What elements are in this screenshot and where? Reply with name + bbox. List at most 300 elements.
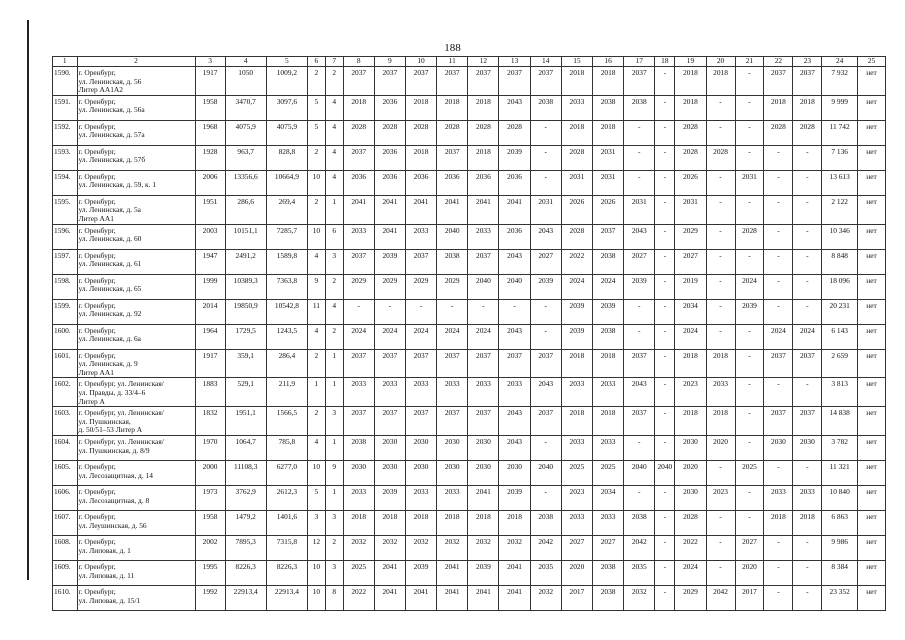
address-line: Литер АА1 bbox=[78, 367, 114, 377]
column-number: 8 bbox=[343, 57, 374, 67]
column-number-row bbox=[53, 57, 886, 67]
table-cell: нет bbox=[857, 378, 885, 407]
table-cell: 2018 bbox=[343, 510, 374, 535]
table-cell: 2030 bbox=[468, 435, 499, 460]
table-row bbox=[53, 120, 886, 145]
table-cell: 2034 bbox=[675, 299, 706, 324]
address-cell bbox=[77, 460, 195, 485]
table-cell: 10 bbox=[308, 585, 326, 610]
table-cell: 2030 bbox=[437, 435, 468, 460]
table-cell: 2020 bbox=[706, 435, 735, 460]
table-cell: 2491,2 bbox=[225, 249, 266, 274]
table-cell: нет bbox=[857, 224, 885, 249]
table-cell: 2018 bbox=[793, 510, 822, 535]
table-cell: 3470,7 bbox=[225, 95, 266, 120]
table-cell: - bbox=[735, 67, 764, 96]
table-cell: 2037 bbox=[437, 67, 468, 96]
table-cell: 2039 bbox=[735, 299, 764, 324]
table-cell: 2028 bbox=[437, 120, 468, 145]
table-cell: - bbox=[655, 535, 675, 560]
table-cell: - bbox=[764, 170, 793, 195]
table-row bbox=[53, 95, 886, 120]
table-cell: - bbox=[706, 460, 735, 485]
table-cell: 2033 bbox=[593, 510, 624, 535]
table-cell: 2039 bbox=[405, 560, 436, 585]
table-cell: 2018 bbox=[593, 349, 624, 378]
address-cell bbox=[77, 95, 195, 120]
table-cell: - bbox=[655, 120, 675, 145]
table-cell: 2033 bbox=[593, 378, 624, 407]
table-cell: 14 838 bbox=[822, 407, 858, 436]
row-number: 1597. bbox=[53, 249, 78, 274]
address-line: ул. Ленинская, д. 56а bbox=[78, 105, 145, 115]
table-cell: 2033 bbox=[343, 224, 374, 249]
table-cell: 2028 bbox=[675, 120, 706, 145]
table-cell: 785,8 bbox=[266, 435, 307, 460]
table-cell: 2038 bbox=[593, 560, 624, 585]
table-cell: 2032 bbox=[468, 535, 499, 560]
table-cell: - bbox=[735, 249, 764, 274]
address-line: г. Оренбург, bbox=[78, 461, 116, 471]
table-cell: 10 bbox=[308, 460, 326, 485]
table-cell: 2039 bbox=[561, 324, 592, 349]
table-cell: 269,4 bbox=[266, 195, 307, 224]
table-cell: 10 bbox=[308, 224, 326, 249]
table-cell: - bbox=[499, 299, 530, 324]
table-cell: 2036 bbox=[468, 170, 499, 195]
table-cell: нет bbox=[857, 435, 885, 460]
column-number: 10 bbox=[405, 57, 436, 67]
table-cell: 2030 bbox=[374, 460, 405, 485]
table-cell: 8226,3 bbox=[266, 560, 307, 585]
table-cell: - bbox=[793, 585, 822, 610]
table-cell: нет bbox=[857, 324, 885, 349]
table-cell: 2043 bbox=[624, 378, 655, 407]
address-cell bbox=[77, 485, 195, 510]
table-cell: 2041 bbox=[499, 585, 530, 610]
table-cell: - bbox=[793, 274, 822, 299]
table-cell: 2018 bbox=[437, 95, 468, 120]
table-cell: 2039 bbox=[499, 145, 530, 170]
table-cell: 359,1 bbox=[225, 349, 266, 378]
table-cell: 2037 bbox=[764, 407, 793, 436]
table-cell: 2020 bbox=[735, 560, 764, 585]
table-cell: 2041 bbox=[437, 560, 468, 585]
table-cell: - bbox=[655, 585, 675, 610]
table-cell: 2041 bbox=[499, 560, 530, 585]
table-cell: - bbox=[793, 145, 822, 170]
table-cell: 2018 bbox=[764, 95, 793, 120]
table-cell: 2037 bbox=[343, 145, 374, 170]
address-cell bbox=[77, 170, 195, 195]
table-cell: 2028 bbox=[405, 120, 436, 145]
table-cell: 1917 bbox=[195, 349, 225, 378]
table-cell: 1964 bbox=[195, 324, 225, 349]
table-cell: 2033 bbox=[561, 510, 592, 535]
table-cell: 2039 bbox=[374, 485, 405, 510]
table-cell: 2034 bbox=[593, 485, 624, 510]
table-cell: 23 352 bbox=[822, 585, 858, 610]
table-cell: 1999 bbox=[195, 274, 225, 299]
table-cell: 10 bbox=[308, 170, 326, 195]
address-line: г. Оренбург, ул. Ленинская/ bbox=[78, 379, 164, 389]
table-cell: - bbox=[706, 299, 735, 324]
address-line: ул. Правды, д. 33/4–6 bbox=[78, 387, 146, 397]
row-number: 1599. bbox=[53, 299, 78, 324]
table-cell: 2033 bbox=[437, 485, 468, 510]
table-cell: 10 346 bbox=[822, 224, 858, 249]
table-cell: 2031 bbox=[675, 195, 706, 224]
column-number: 23 bbox=[793, 57, 822, 67]
table-cell: 1050 bbox=[225, 67, 266, 96]
table-cell: 2039 bbox=[561, 299, 592, 324]
table-cell: - bbox=[764, 145, 793, 170]
table-cell: 2039 bbox=[593, 299, 624, 324]
address-line: г. Оренбург, bbox=[78, 300, 116, 310]
table-cell: 2038 bbox=[530, 95, 561, 120]
address-cell bbox=[77, 407, 195, 436]
table-cell: 3 813 bbox=[822, 378, 858, 407]
table-cell: 2028 bbox=[675, 145, 706, 170]
table-cell: 2028 bbox=[735, 224, 764, 249]
table-cell: 2037 bbox=[468, 407, 499, 436]
table-cell: - bbox=[655, 510, 675, 535]
table-cell: 2043 bbox=[499, 324, 530, 349]
table-cell: 2028 bbox=[561, 224, 592, 249]
address-line: ул. Ленинская, д. 60 bbox=[78, 234, 142, 244]
table-cell: 2025 bbox=[593, 460, 624, 485]
table-cell: 2 bbox=[325, 535, 343, 560]
table-cell: 2018 bbox=[405, 95, 436, 120]
table-cell: 1243,5 bbox=[266, 324, 307, 349]
table-cell: 2043 bbox=[530, 378, 561, 407]
table-cell: - bbox=[655, 324, 675, 349]
address-line: д. 50/51–53 Литер А bbox=[78, 425, 143, 435]
column-number: 18 bbox=[655, 57, 675, 67]
table-cell: 2 bbox=[308, 407, 326, 436]
table-cell: 2033 bbox=[374, 378, 405, 407]
table-cell: 2037 bbox=[437, 349, 468, 378]
table-cell: нет bbox=[857, 349, 885, 378]
table-cell: 2030 bbox=[499, 460, 530, 485]
table-row bbox=[53, 407, 886, 436]
table-cell: 2041 bbox=[468, 585, 499, 610]
address-line: г. Оренбург, bbox=[78, 68, 116, 77]
table-cell: - bbox=[530, 324, 561, 349]
table-cell: 2024 bbox=[793, 324, 822, 349]
table-cell: 2037 bbox=[468, 349, 499, 378]
table-cell: - bbox=[530, 120, 561, 145]
address-line: г. Оренбург, bbox=[78, 511, 116, 521]
address-cell bbox=[77, 435, 195, 460]
table-cell: 8 bbox=[325, 585, 343, 610]
table-cell: 828,8 bbox=[266, 145, 307, 170]
table-cell: 2037 bbox=[468, 249, 499, 274]
table-cell: 2036 bbox=[499, 224, 530, 249]
table-cell: 2040 bbox=[468, 274, 499, 299]
address-line: Литер АА1А2 bbox=[78, 85, 123, 95]
table-cell: 2036 bbox=[374, 145, 405, 170]
table-cell: 1958 bbox=[195, 95, 225, 120]
column-number: 13 bbox=[499, 57, 530, 67]
table-cell: 4 bbox=[325, 120, 343, 145]
table-cell: 2030 bbox=[675, 435, 706, 460]
row-number: 1604. bbox=[53, 435, 78, 460]
table-cell: - bbox=[706, 324, 735, 349]
table-cell: 1 bbox=[325, 435, 343, 460]
table-cell: 2031 bbox=[561, 170, 592, 195]
table-cell: 4 bbox=[308, 435, 326, 460]
table-cell: 2037 bbox=[374, 67, 405, 96]
table-row bbox=[53, 195, 886, 224]
table-cell: - bbox=[793, 378, 822, 407]
table-cell: 2024 bbox=[735, 274, 764, 299]
table-cell: 2042 bbox=[624, 535, 655, 560]
table-cell: 2043 bbox=[499, 95, 530, 120]
table-cell: - bbox=[735, 95, 764, 120]
table-cell: 2029 bbox=[343, 274, 374, 299]
table-cell: нет bbox=[857, 195, 885, 224]
table-cell: 286,4 bbox=[266, 349, 307, 378]
column-number: 2 bbox=[77, 57, 195, 67]
address-line: Литер А bbox=[78, 396, 105, 406]
table-cell: 4075,9 bbox=[266, 120, 307, 145]
table-cell: - bbox=[624, 145, 655, 170]
table-cell: 1917 bbox=[195, 67, 225, 96]
table-cell: 10389,3 bbox=[225, 274, 266, 299]
table-cell: 2023 bbox=[561, 485, 592, 510]
address-line: ул. Ленинская, д. 5а bbox=[78, 205, 141, 215]
table-cell: 2 bbox=[325, 274, 343, 299]
table-cell: - bbox=[706, 560, 735, 585]
table-cell: 2018 bbox=[437, 510, 468, 535]
table-cell: 2041 bbox=[374, 224, 405, 249]
table-row bbox=[53, 585, 886, 610]
page-margin-rule bbox=[27, 20, 29, 580]
table-cell: 6 863 bbox=[822, 510, 858, 535]
table-cell: нет bbox=[857, 485, 885, 510]
table-cell: - bbox=[764, 299, 793, 324]
table-cell: 11108,3 bbox=[225, 460, 266, 485]
table-cell: 2041 bbox=[468, 195, 499, 224]
table-cell: - bbox=[764, 560, 793, 585]
table-cell: 9 bbox=[308, 274, 326, 299]
row-number: 1609. bbox=[53, 560, 78, 585]
table-cell: 2 122 bbox=[822, 195, 858, 224]
table-cell: 2037 bbox=[593, 224, 624, 249]
address-line: ул. Леушинская, д. 56 bbox=[78, 520, 147, 530]
table-cell: 2038 bbox=[593, 95, 624, 120]
table-cell: 2038 bbox=[593, 324, 624, 349]
table-cell: 10151,1 bbox=[225, 224, 266, 249]
table-cell: 2041 bbox=[374, 560, 405, 585]
table-cell: 2040 bbox=[437, 224, 468, 249]
address-line: г. Оренбург, bbox=[78, 171, 116, 181]
table-row bbox=[53, 324, 886, 349]
table-cell: 2037 bbox=[764, 349, 793, 378]
table-cell: 2027 bbox=[561, 535, 592, 560]
table-cell: 2018 bbox=[405, 510, 436, 535]
table-cell: 2032 bbox=[624, 585, 655, 610]
column-number: 16 bbox=[593, 57, 624, 67]
table-cell: 1951,1 bbox=[225, 407, 266, 436]
table-cell: - bbox=[706, 120, 735, 145]
table-cell: 4 bbox=[325, 95, 343, 120]
table-cell: 3762,9 bbox=[225, 485, 266, 510]
row-number: 1592. bbox=[53, 120, 78, 145]
table-cell: 2018 bbox=[764, 510, 793, 535]
table-cell: - bbox=[655, 195, 675, 224]
table-cell: 2018 bbox=[675, 67, 706, 96]
table-cell: нет bbox=[857, 560, 885, 585]
table-cell: 4 bbox=[325, 170, 343, 195]
address-cell bbox=[77, 349, 195, 378]
table-cell: 2024 bbox=[343, 324, 374, 349]
table-cell: 2038 bbox=[530, 510, 561, 535]
table-cell: 2037 bbox=[343, 67, 374, 96]
table-cell: 7 136 bbox=[822, 145, 858, 170]
column-number: 17 bbox=[624, 57, 655, 67]
table-cell: - bbox=[793, 195, 822, 224]
table-cell: 2040 bbox=[530, 460, 561, 485]
table-cell: 1 bbox=[325, 349, 343, 378]
row-number: 1593. bbox=[53, 145, 78, 170]
table-cell: 1009,2 bbox=[266, 67, 307, 96]
table-cell: 9 bbox=[325, 460, 343, 485]
table-cell: - bbox=[655, 299, 675, 324]
table-cell: 2037 bbox=[343, 407, 374, 436]
table-cell: - bbox=[655, 249, 675, 274]
table-cell: 10542,8 bbox=[266, 299, 307, 324]
table-cell: 2039 bbox=[374, 249, 405, 274]
row-number: 1606. bbox=[53, 485, 78, 510]
table-cell: 2031 bbox=[735, 170, 764, 195]
table-cell: 1 bbox=[325, 485, 343, 510]
table-row bbox=[53, 224, 886, 249]
table-cell: - bbox=[624, 120, 655, 145]
table-cell: 2032 bbox=[437, 535, 468, 560]
table-cell: 2006 bbox=[195, 170, 225, 195]
table-cell: 2030 bbox=[437, 460, 468, 485]
table-cell: 2042 bbox=[530, 535, 561, 560]
table-cell: 2028 bbox=[374, 120, 405, 145]
table-cell: 2018 bbox=[561, 67, 592, 96]
table-cell: 5 bbox=[308, 95, 326, 120]
address-cell bbox=[77, 378, 195, 407]
table-cell: - bbox=[735, 349, 764, 378]
address-cell bbox=[77, 510, 195, 535]
table-cell: 2041 bbox=[343, 195, 374, 224]
column-number: 5 bbox=[266, 57, 307, 67]
column-number: 22 bbox=[764, 57, 793, 67]
table-cell: 3 bbox=[325, 560, 343, 585]
address-line: ул. Ленинская, д. 56 bbox=[78, 76, 142, 86]
address-cell bbox=[77, 120, 195, 145]
address-line: ул. Ленинская, д. 57б bbox=[78, 155, 146, 165]
table-cell: 2 bbox=[325, 67, 343, 96]
row-number: 1594. bbox=[53, 170, 78, 195]
table-cell: 2035 bbox=[624, 560, 655, 585]
row-number: 1601. bbox=[53, 349, 78, 378]
table-cell: 2024 bbox=[561, 274, 592, 299]
table-cell: 2018 bbox=[499, 510, 530, 535]
table-cell: 2035 bbox=[530, 560, 561, 585]
table-cell: 286,6 bbox=[225, 195, 266, 224]
table-cell: 529,1 bbox=[225, 378, 266, 407]
table-cell: 2030 bbox=[675, 485, 706, 510]
table-cell: нет bbox=[857, 274, 885, 299]
table-cell: 2024 bbox=[593, 274, 624, 299]
column-number: 9 bbox=[374, 57, 405, 67]
table-cell: - bbox=[735, 145, 764, 170]
table-cell: 2018 bbox=[468, 510, 499, 535]
table-cell: 2024 bbox=[437, 324, 468, 349]
table-row bbox=[53, 378, 886, 407]
column-number: 24 bbox=[822, 57, 858, 67]
table-cell: 2036 bbox=[437, 170, 468, 195]
table-cell: 20 231 bbox=[822, 299, 858, 324]
table-cell: нет bbox=[857, 535, 885, 560]
table-cell: 2038 bbox=[624, 510, 655, 535]
table-cell: 2017 bbox=[735, 585, 764, 610]
table-cell: 2037 bbox=[374, 407, 405, 436]
table-cell: 2028 bbox=[343, 120, 374, 145]
table-cell: 10 840 bbox=[822, 485, 858, 510]
table-cell: - bbox=[530, 485, 561, 510]
column-number: 7 bbox=[325, 57, 343, 67]
table-cell: 2037 bbox=[499, 349, 530, 378]
table-cell: 2037 bbox=[405, 249, 436, 274]
table-cell: 2028 bbox=[764, 120, 793, 145]
table-cell: 2041 bbox=[405, 585, 436, 610]
table-cell: 4 bbox=[308, 324, 326, 349]
table-row bbox=[53, 249, 886, 274]
table-cell: 2039 bbox=[499, 485, 530, 510]
table-cell: 1566,5 bbox=[266, 407, 307, 436]
table-cell: 2029 bbox=[675, 224, 706, 249]
table-cell: нет bbox=[857, 249, 885, 274]
table-cell: 2039 bbox=[624, 274, 655, 299]
address-line: ул. Ленинская, д. 9 bbox=[78, 359, 138, 369]
table-row bbox=[53, 274, 886, 299]
table-cell: 6 bbox=[325, 224, 343, 249]
table-cell: 3 bbox=[308, 510, 326, 535]
row-number: 1608. bbox=[53, 535, 78, 560]
table-cell: 2022 bbox=[561, 249, 592, 274]
table-cell: 2037 bbox=[405, 407, 436, 436]
table-cell: 2037 bbox=[530, 349, 561, 378]
table-cell: 2018 bbox=[793, 95, 822, 120]
address-cell bbox=[77, 324, 195, 349]
table-cell: 2027 bbox=[593, 535, 624, 560]
address-line: г. Оренбург, bbox=[78, 350, 116, 360]
address-line: Литер АА1 bbox=[78, 213, 114, 223]
address-cell bbox=[77, 585, 195, 610]
table-cell: 2033 bbox=[437, 378, 468, 407]
table-cell: 2033 bbox=[405, 485, 436, 510]
table-cell: - bbox=[530, 435, 561, 460]
table-cell: - bbox=[655, 95, 675, 120]
table-cell: 2040 bbox=[655, 460, 675, 485]
address-line: ул. Липовая, д. 15/1 bbox=[78, 595, 141, 605]
table-cell: - bbox=[468, 299, 499, 324]
column-number: 6 bbox=[308, 57, 326, 67]
table-cell: 2029 bbox=[675, 585, 706, 610]
table-cell: - bbox=[706, 195, 735, 224]
table-cell: 2042 bbox=[706, 585, 735, 610]
table-cell: 7895,3 bbox=[225, 535, 266, 560]
table-cell: - bbox=[405, 299, 436, 324]
